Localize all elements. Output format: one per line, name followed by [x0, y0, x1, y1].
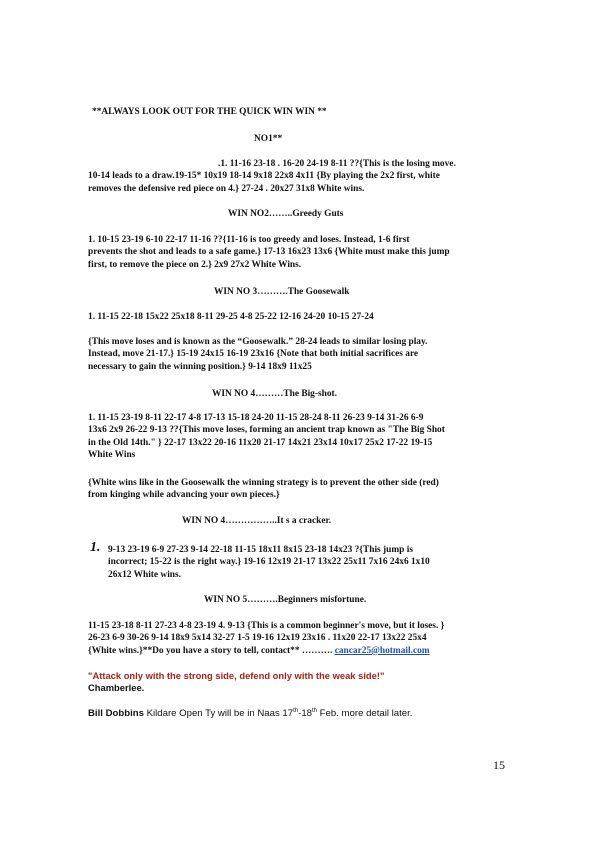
text-line: 1. 11-15 23-19 8-11 22-17 4-8 17-13 15-18 24-20 11-15 28-24 8-11 26-23 9-14 31-26 6-9 [88, 413, 424, 423]
text-line: in the Old 14th." } 22-17 13x22 20-16 11x20 21-17 14x21 23x14 10x17 25x2 17-22 19-15 [88, 437, 433, 448]
text-line: incorrect; 15-22 is the right way.} 19-16 12x19 21-17 13x22 25x11 7x16 24x6 1x10 [108, 557, 430, 568]
contact-text: {White wins.}**Do you have a story to tell, contact** ………. [88, 645, 335, 656]
quote-block [88, 670, 508, 695]
section-title-win3: WIN NO 3……….The Goosewalk [214, 287, 350, 297]
text-line: 26-23 6-9 30-26 9-14 18x9 5x14 32-27 1-5 19-16 12x19 23x16 . 11x20 22-17 13x22 25x4 [88, 633, 427, 644]
email-link[interactable]: cancar25@hotmail.com [334, 645, 430, 656]
text-line: {This move loses and is known as the “Goosewalk.” 28-24 leads to similar losing play. [88, 337, 428, 347]
section-title-win5: WIN NO 5……….Beginners misfortune. [204, 595, 367, 605]
quote-text: "Attack only with the strong side, defend only with the weak side!" [88, 670, 385, 681]
page-heading: **ALWAYS LOOK OUT FOR THE QUICK WIN WIN ** [92, 107, 327, 117]
section-title-win2: WIN NO2……..Greedy Guts [228, 209, 344, 219]
section-no1-text [88, 158, 508, 195]
section-title-no1: NO1** [254, 134, 283, 144]
text-line: from kinging while advancing your own pieces.} [88, 490, 280, 501]
text-line: 11-15 23-18 8-11 27-23 4-8 23-19 4. 9-13 {This is a common beginner's move, but it loses. } [88, 621, 445, 631]
section-title-win4: WIN NO 4………The Big-shot. [212, 389, 338, 399]
goosewalk-note [88, 477, 508, 502]
text-line: 9-13 23-19 6-9 27-23 9-14 22-18 11-15 18x11 8x15 23-18 14x23 ?{This jump is [108, 545, 413, 555]
text-line: first, to remove the piece on 2.} 2x9 27x2 White Wins. [88, 259, 302, 270]
section-win4-text [88, 412, 508, 462]
ordinal-suffix: th [312, 707, 318, 714]
section-win3-moves [88, 311, 508, 323]
quote-author: Chamberlee. [88, 682, 145, 694]
text-line: White Wins [88, 450, 136, 461]
event-text-a: Kildare Open Ty will be in Naas 17 [143, 708, 294, 719]
text-line: 1. 11-15 22-18 15x22 25x18 8-11 29-25 4-8 25-22 12-16 24-20 10-15 27-24 [88, 312, 374, 322]
text-line: prevents the shot and leads to a safe game.} 17-13 16x23 13x6 {White must make this jump [88, 247, 450, 258]
text-line: .1. 11-16 23-18 . 16-20 24-19 8-11 ??{This is the losing move. [218, 159, 456, 169]
event-text-c: Feb. more detail later. [317, 708, 413, 719]
event-notice [88, 708, 508, 720]
text-line: necessary to gain the winning position.} 9-14 18x9 11x25 [88, 361, 312, 372]
ordinal-suffix: th [293, 707, 299, 714]
section-win5-text [88, 620, 508, 657]
section-win2-text [88, 234, 508, 271]
section-title-win4b: WIN NO 4……………..It s a cracker. [182, 516, 332, 526]
list-number: 1. [90, 540, 101, 555]
text-line: 1. 10-15 23-19 6-10 22-17 11-16 ??{11-16 is too greedy and loses. Instead, 1-6 first [88, 235, 410, 245]
text-line: 13x6 2x9 26-22 9-13 ??{This move loses, forming an ancient trap known as "The Big Shot [88, 425, 445, 436]
text-line: removes the defensive red piece on 4.} 27-24 . 20x27 31x8 White wins. [88, 183, 365, 194]
section-win3-text [88, 336, 508, 373]
text-line: 26x12 White wins. [108, 569, 182, 580]
section-win4b-text [108, 544, 508, 581]
text-line [88, 645, 508, 657]
event-text-b: -18 [298, 708, 312, 719]
page-number: 15 [493, 758, 505, 772]
event-name: Bill Dobbins [88, 708, 144, 719]
text-line: {White wins like in the Goosewalk the winning strategy is to prevent the other side (red) [88, 478, 439, 488]
text-line: Instead, move 21-17.} 15-19 24x15 16-19 23x16 {Note that both initial sacrifices are [88, 349, 419, 360]
text-line: 10-14 leads to a draw.19-15* 10x19 18-14 9x18 22x8 4x11 {By playing the 2x2 first, white [88, 171, 440, 182]
